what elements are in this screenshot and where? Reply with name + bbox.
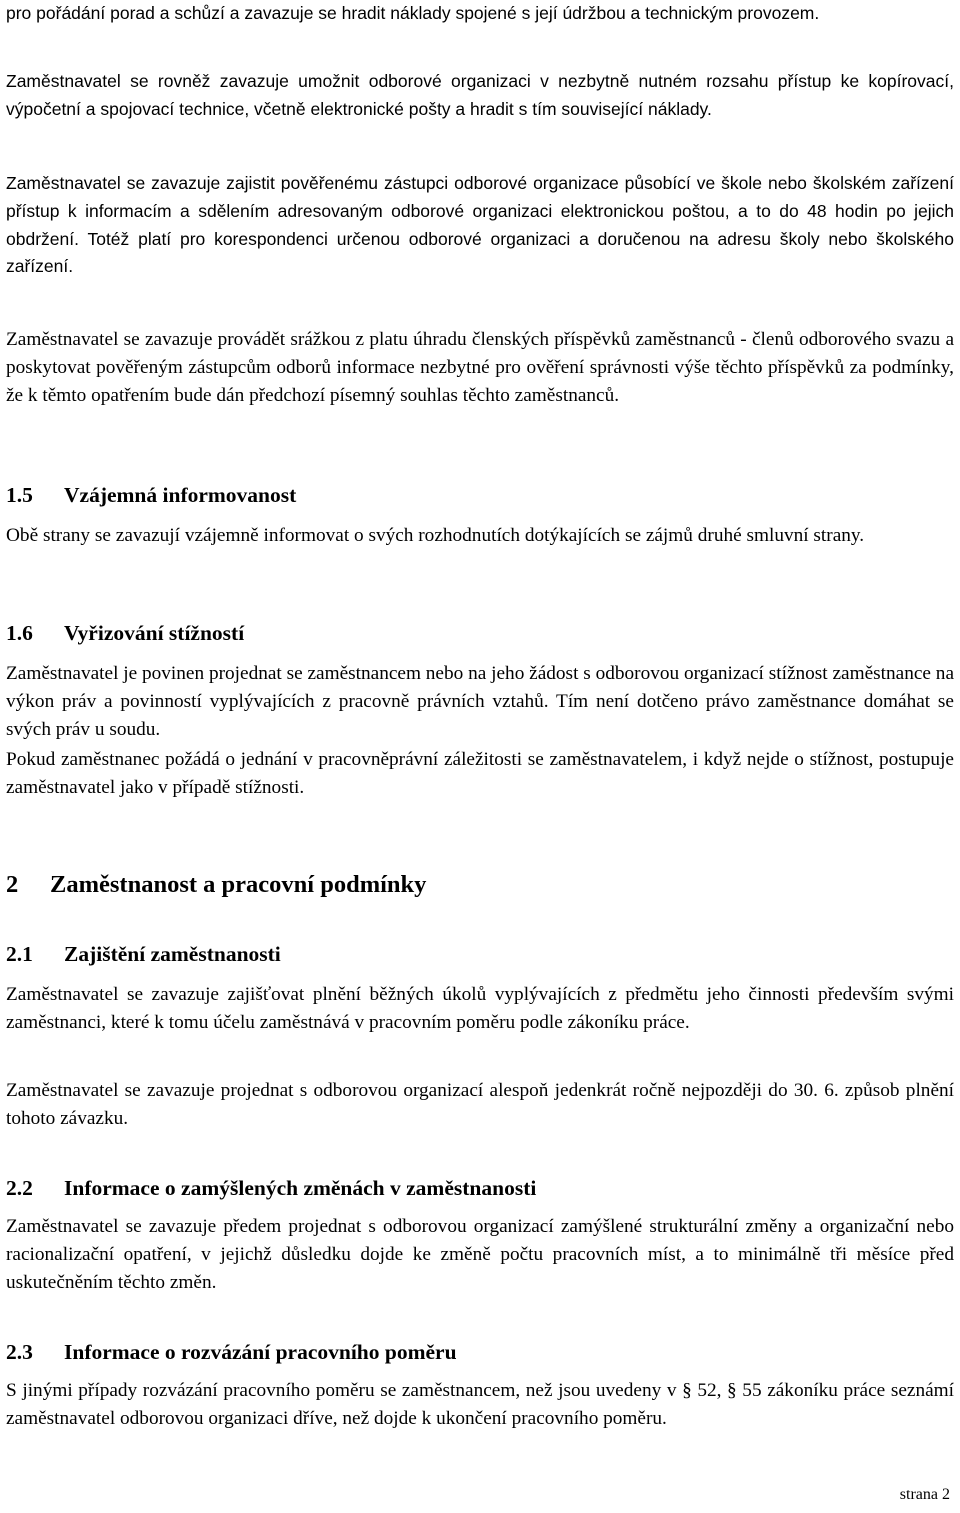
chapter-title: Zaměstnanost a pracovní podmínky [50,871,427,898]
section-heading-2-1 [6,940,954,968]
section-heading-2-2 [6,1174,954,1202]
section-title: Informace o zamýšlených změnách v zaměstnanosti [64,1176,537,1200]
section-number: 1.6 [6,621,33,645]
section-number: 2.2 [6,1176,33,1200]
paragraph-employment-assurance: Zaměstnavatel se zavazuje zajišťovat plnění běžných úkolů vyplývajících z předmětu jeho činnosti především svými zaměstnanci, které k tomu účelu zaměstnává v pracovním poměru podle zákoníku práce. [6,984,954,1033]
paragraph-termination-info: S jinými případy rozvázání pracovního poměru se zaměstnancem, než jsou uvedeny v § 52, § 55 zákoníku práce seznámí zaměstnavatel odborovou organizaci dříve, než dojde k ukončení pracovního poměru. [6,1380,954,1429]
paragraph-complaints: Zaměstnavatel je povinen projednat se zaměstnancem nebo na jeho žádost s odborovou organizací stížnost zaměstnance na výkon práv a povinností vyplývajících z pracovně právních vztahů. Tím není dotčeno právo zaměstnance domáhat se svých práv u soudu. [6,663,954,740]
paragraph-membership-fees: Zaměstnavatel se zavazuje provádět srážkou z platu úhradu členských příspěvků zaměstnanců - členů odborového svazu a poskytovat pověřeným zástupcům odborů informace nezbytné pro ověření správnosti výše těchto příspěvků za podmínky, že k těmto opatřením bude dán předchozí písemný souhlas těchto zaměstnanců. [6,329,954,406]
paragraph-annual-review: Zaměstnavatel se zavazuje projednat s odborovou organizací alespoň jedenkrát ročně nejpozději do 30. 6. způsob plnění tohoto závazku. [6,1080,954,1129]
section-title: Zajištění zaměstnanosti [64,942,281,966]
section-number: 2.3 [6,1340,33,1364]
paragraph-mutual-information: Obě strany se zavazují vzájemně informovat o svých rozhodnutích dotýkajících se zájmů druhé smluvní strany. [6,525,865,546]
section-title: Vzájemná informovanost [64,483,297,507]
paragraph-information-access: Zaměstnavatel se zavazuje zajistit pověřenému zástupci odborové organizace působící ve škole nebo školském zařízení přístup k informacím a sdělením adresovaným odborové organizaci elektronickou poštou, a to do 48 hodin po jejich obdržení. Totéž platí pro korespondenci určenou odborové organizaci a doručenou na adresu školy nebo školského zařízení. [6,173,954,277]
chapter-heading-2 [6,869,954,901]
section-heading-1-6 [6,619,954,647]
section-number: 1.5 [6,483,33,507]
section-title: Informace o rozvázání pracovního poměru [64,1340,457,1364]
section-number: 2.1 [6,942,33,966]
page-number: strana 2 [899,1486,950,1503]
paragraph-structural-changes: Zaměstnavatel se zavazuje předem projednat s odborovou organizací zamýšlené strukturální změny a organizační nebo racionalizační opatření, v jejichž důsledku dojde ke změně počtu pracovních míst, a to minimálně tři měsíce před uskutečněním těchto změn. [6,1216,954,1293]
paragraph-labour-matters: Pokud zaměstnanec požádá o jednání v pracovněprávní záležitosti se zaměstnavatelem, i když nejde o stížnost, postupuje zaměstnavatel jako v případě stížnosti. [6,749,954,798]
paragraph-technical-access: Zaměstnavatel se rovněž zavazuje umožnit odborové organizaci v nezbytně nutném rozsahu přístup ke kopírovací, výpočetní a spojovací technice, včetně elektronické pošty a hradit s tím související náklady. [6,71,954,119]
paragraph-intro: pro pořádání porad a schůzí a zavazuje se hradit náklady spojené s její údržbou a technickým provozem. [6,3,820,23]
chapter-number: 2 [6,871,19,898]
section-title: Vyřizování stížností [64,621,245,645]
section-heading-1-5 [6,481,954,509]
section-heading-2-3 [6,1338,954,1366]
